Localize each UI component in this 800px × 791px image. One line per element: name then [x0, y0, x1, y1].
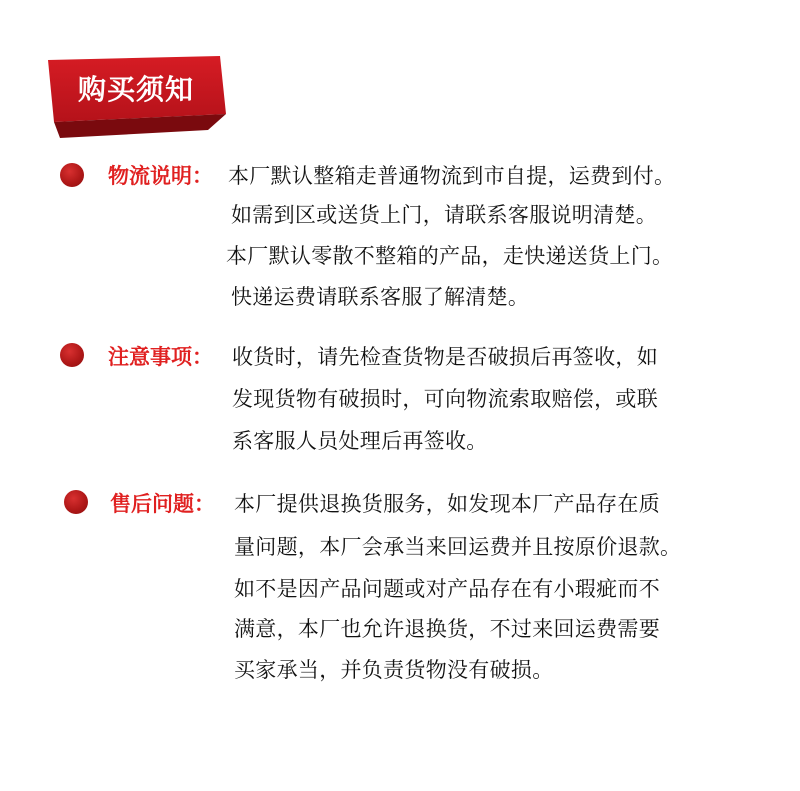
section-line: 满意，本厂也允许退换货，不过来回运费需要 — [234, 617, 660, 641]
section-line: 发现货物有破损时，可向物流索取赔偿，或联 — [232, 387, 658, 411]
section-line: 收货时，请先检查货物是否破损后再签收，如 — [232, 345, 658, 369]
header-banner — [48, 52, 228, 140]
section-line: 系客服人员处理后再签收。 — [232, 429, 488, 453]
section-label: 物流说明： — [108, 164, 213, 188]
section-line: 快递运费请联系客服了解清楚。 — [231, 285, 530, 309]
bullet-icon — [60, 163, 84, 187]
section-label: 售后问题： — [110, 492, 215, 516]
section-line: 本厂默认零散不整箱的产品，走快递送货上门。 — [226, 244, 674, 268]
bullet-icon — [60, 343, 84, 367]
bullet-icon — [64, 490, 88, 514]
section-line: 买家承当，并负责货物没有破损。 — [234, 658, 554, 682]
section-line: 如不是因产品问题或对产品存在有小瑕疵而不 — [234, 577, 660, 601]
page-title: 购买须知 — [78, 73, 195, 106]
section-line: 如需到区或送货上门，请联系客服说明清楚。 — [231, 203, 657, 227]
section-line: 本厂默认整箱走普通物流到市自提，运费到付。 — [228, 164, 676, 188]
section-label: 注意事项： — [108, 345, 213, 369]
section-line: 量问题，本厂会承当来回运费并且按原价退款。 — [234, 535, 682, 559]
section-line: 本厂提供退换货服务，如发现本厂产品存在质 — [234, 492, 660, 516]
